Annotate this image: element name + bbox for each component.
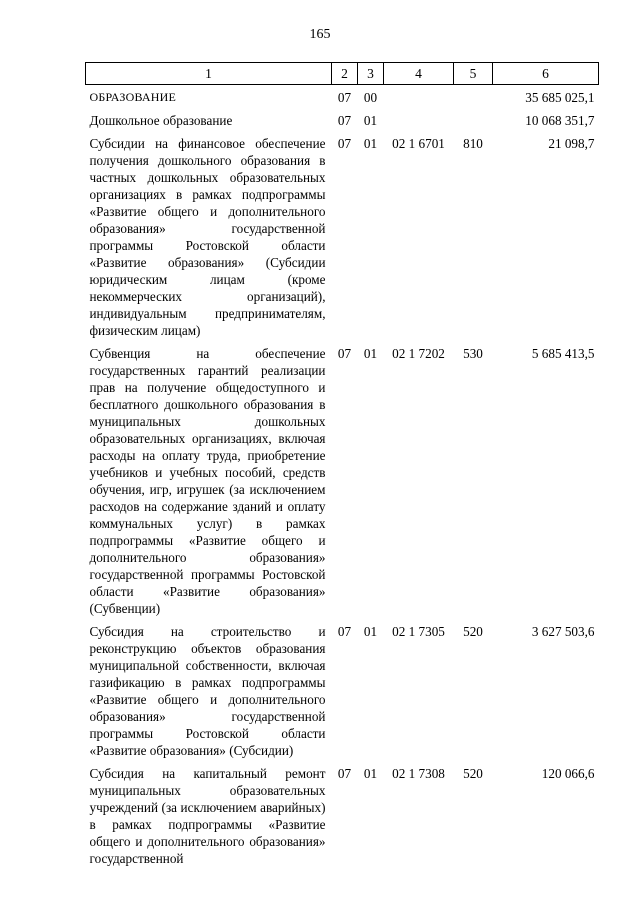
row-target-article: 02 1 7202 (392, 346, 445, 361)
table-row (86, 617, 599, 759)
row-target-article: 02 1 7308 (392, 766, 445, 781)
budget-table (85, 62, 599, 867)
row-expense-type (454, 106, 493, 129)
row-target-article: 02 1 7305 (392, 624, 445, 639)
table-row (86, 129, 599, 339)
row-amount: 21 098,7 (548, 136, 595, 151)
column-header-razdel: 2 (332, 63, 358, 85)
page-number: 165 (309, 27, 331, 42)
row-amount: 5 685 413,5 (531, 346, 595, 361)
row-amount: 120 066,6 (541, 766, 595, 781)
row-podrazdel: 01 (363, 766, 378, 781)
table-row (86, 759, 599, 867)
row-podrazdel: 00 (363, 90, 378, 105)
column-header-name: 1 (86, 63, 332, 85)
row-podrazdel: 01 (363, 346, 378, 361)
row-expense-type: 530 (463, 346, 483, 361)
row-name: Субсидия на строительство и реконструкцию объектов образования муниципальной собственности, включая газификацию в рамках подпрограммы «Развитие общего и дополнительного образования» государственной программы Ростовской области «Развитие образования» (Субсидии) (89, 624, 326, 758)
row-name: Субсидии на финансовое обеспечение получения дошкольного образования в частных дошкольных образовательных организациях в рамках подпрограммы «Развитие общего и дополнительного образования» государственной программы Ростовской области «Развитие образования» (Субсидии юридическим лицам (кроме некоммерческих организаций), индивидуальным предпринимателям, физическим лицам) (89, 136, 326, 338)
column-header-target-article: 4 (384, 63, 454, 85)
row-name: Субвенция на обеспечение государственных гарантий реализации прав на получение общедоступного и бесплатного дошкольного образования в муниципальных дошкольных образовательных организациях, включая расходы на оплату труда, приобретение учебников и учебных пособий, средств обучения, игр, игрушек (за исключением расходов на содержание зданий и оплату коммунальных услуг) в рамках подпрограммы «Развитие общего и дополнительного образования» государственной программы Ростовской области «Развитие образования» (Субвенции) (89, 346, 326, 616)
row-podrazdel: 01 (363, 624, 378, 639)
column-header-podrazdel: 3 (358, 63, 384, 85)
row-razdel: 07 (337, 90, 352, 105)
row-name: Субсидия на капитальный ремонт муниципальных образовательных учреждений (за исключением аварийных) в рамках подпрограммы «Развитие общего и дополнительного образования» государственной (89, 766, 326, 866)
row-razdel: 07 (337, 136, 352, 151)
table-header-row (86, 63, 599, 85)
row-target-article (384, 85, 454, 107)
row-name: Дошкольное образование (89, 113, 233, 128)
row-amount: 35 685 025,1 (525, 90, 595, 105)
row-razdel: 07 (337, 624, 352, 639)
table-row (86, 85, 599, 107)
row-expense-type (454, 85, 493, 107)
row-amount: 10 068 351,7 (525, 113, 595, 128)
row-razdel: 07 (337, 766, 352, 781)
row-target-article: 02 1 6701 (392, 136, 445, 151)
row-expense-type: 810 (463, 136, 483, 151)
row-expense-type: 520 (463, 766, 483, 781)
table-row (86, 339, 599, 617)
row-amount: 3 627 503,6 (531, 624, 595, 639)
column-header-amount: 6 (493, 63, 599, 85)
row-expense-type: 520 (463, 624, 483, 639)
row-target-article (384, 106, 454, 129)
row-name: ОБРАЗОВАНИЕ (89, 90, 177, 104)
row-podrazdel: 01 (363, 113, 378, 128)
column-header-expense-type: 5 (454, 63, 493, 85)
row-podrazdel: 01 (363, 136, 378, 151)
row-razdel: 07 (337, 346, 352, 361)
row-razdel: 07 (337, 113, 352, 128)
table-row (86, 106, 599, 129)
